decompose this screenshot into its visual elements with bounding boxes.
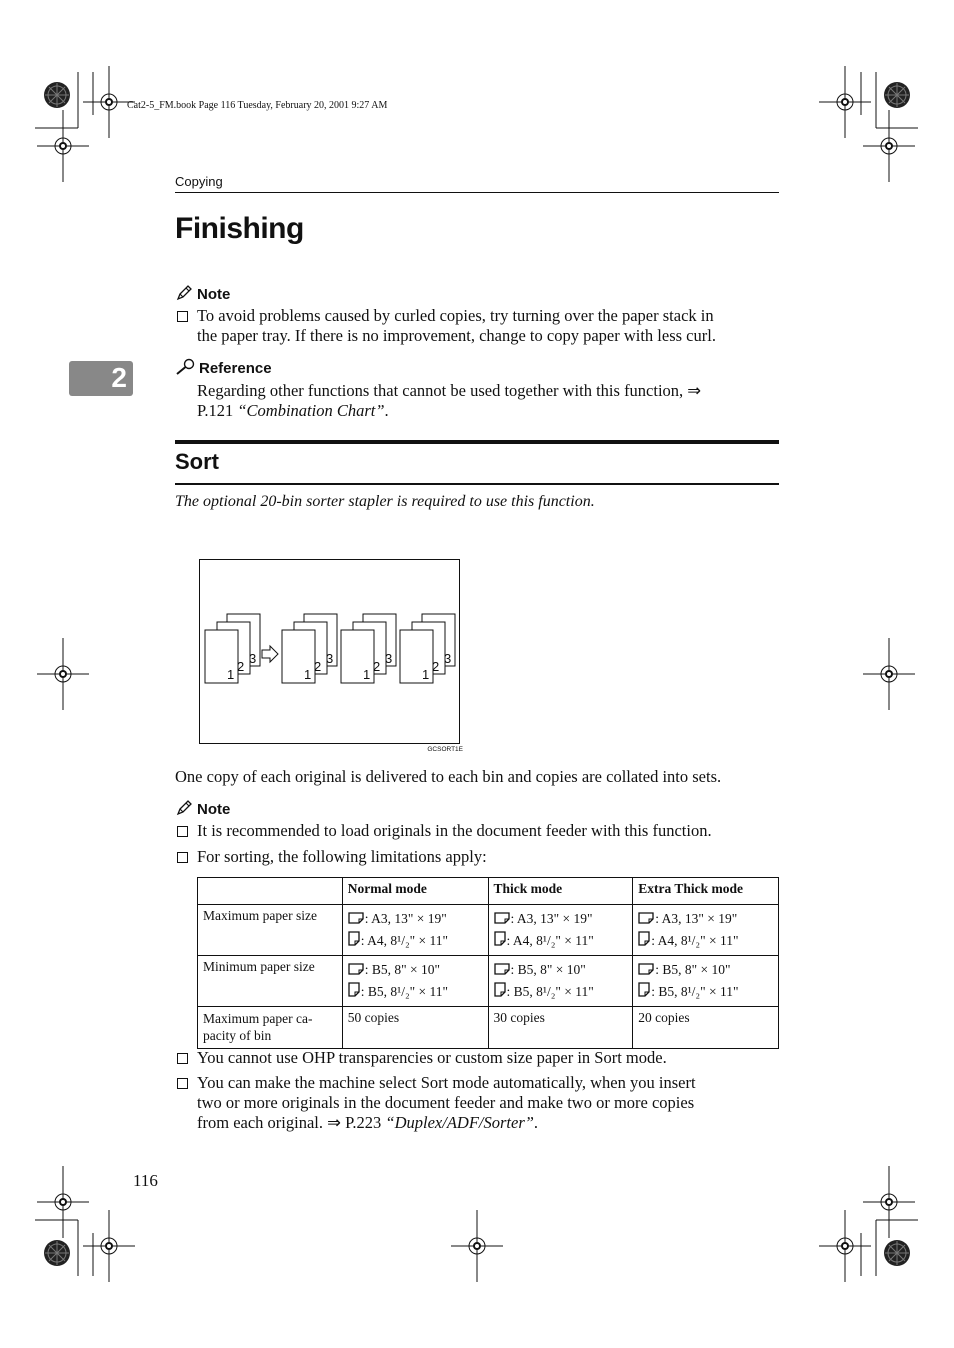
checkbox-bullet-icon [177,852,188,863]
note2-item-text: For sorting, the following limitations apply: [197,847,487,866]
portrait-paper-icon [638,982,650,997]
cell-line [638,930,773,952]
figure-page-number: 3 [385,651,393,666]
table-row [198,956,779,1007]
cell-line [494,908,628,930]
table-header-cell [198,878,343,905]
note-item-line: To avoid problems caused by curled copies, try turning over the paper stack in [197,306,714,325]
table-cell [488,905,633,956]
row-label: Maximum paper size [198,905,343,956]
sort-intro: The optional 20-bin sorter stapler is required to use this function. [175,493,595,510]
table-header-cell: Thick mode [488,878,633,905]
portrait-paper-icon [348,982,360,997]
sort-description: One copy of each original is delivered to each bin and copies are collated into sets. [175,767,722,786]
reference-page: P.121 [197,401,238,420]
section-label: Copying [175,174,223,189]
cell-line [348,908,483,930]
figure-page-number: 2 [432,659,440,674]
table-header-cell: Extra Thick mode [633,878,779,905]
sort-limitations-table [197,877,779,1049]
bullet-text: You cannot use OHP transparencies or custom size paper in Sort mode. [197,1048,667,1067]
chapter-number: 2 [111,362,127,393]
table-header-row [198,878,779,905]
bullet-text: You can make the machine select Sort mode automatically, when you insert [197,1073,696,1092]
page-number: 116 [133,1171,158,1190]
book-header: Cat2-5_FM.book Page 116 Tuesday, February 20, 2001 9:27 AM [127,100,388,111]
table-cell [342,905,488,956]
paper-size-text: : A3, 13" × 19" [510,911,593,926]
checkbox-bullet-icon [177,1078,188,1089]
landscape-paper-icon [494,912,510,924]
row-label [198,1007,343,1049]
paper-size-text: : B5, 8¹/₂" × 11" [506,984,594,999]
cell-line [638,981,773,1003]
bullet-text: from each original. ⇒ P.223 [197,1113,386,1132]
paper-size-text: : A4, 8¹/₂" × 11" [651,933,739,948]
paper-size-text: : A4, 8¹/₂" × 11" [506,933,594,948]
header-rule [175,192,779,193]
paper-size-text: : B5, 8" × 10" [655,962,731,977]
table-header-cell: Normal mode [342,878,488,905]
note2-item [175,847,487,867]
figure-page-number: 1 [227,667,235,682]
table-cell [633,905,779,956]
note2-label: Note [197,801,231,818]
portrait-paper-icon [638,931,650,946]
paper-size-text: : A4, 8¹/₂" × 11" [360,933,449,948]
paper-size-text: : B5, 8" × 10" [510,962,586,977]
figure-page-number: 1 [363,667,371,682]
page-title: Finishing [175,212,304,245]
reference-label: Reference [199,360,272,377]
bullet-text: two or more originals in the document feeder and make two or more copies [197,1093,695,1112]
paper-size-text: : B5, 8¹/₂" × 11" [651,984,739,999]
portrait-paper-icon [494,931,506,946]
figure-page-number: 1 [422,667,430,682]
note-label: Note [197,286,231,303]
table-cell: 30 copies [488,1007,633,1049]
note-header [175,284,230,304]
landscape-paper-icon [348,963,364,975]
note-item [175,306,785,346]
note2-item [175,821,712,841]
row-label: Minimum paper size [198,956,343,1007]
figure-page-number: 2 [237,659,245,674]
table-cell: 50 copies [342,1007,488,1049]
paper-size-text: : A3, 13" × 19" [364,911,447,926]
note-item-line: the paper tray. If there is no improvement, change to copy paper with less curl. [197,326,716,345]
checkbox-bullet-icon [177,826,188,837]
landscape-paper-icon [638,912,654,924]
cell-line [348,981,483,1003]
cell-line [494,959,628,981]
cell-line [348,959,483,981]
sort-illustration [200,560,459,743]
cell-line [494,981,628,1003]
bullet-item [175,1048,667,1068]
landscape-paper-icon [348,912,364,924]
chapter-tab [69,361,133,396]
pencil-icon [175,284,193,302]
magnifier-icon [175,358,195,376]
figure-page-number: 2 [314,659,322,674]
table-cell [342,956,488,1007]
row-label-line: Maximum paper ca- [203,1011,313,1026]
sort-figure [199,559,463,753]
reference-header [175,358,272,378]
sort-bottom-rule [175,483,779,485]
reference-link[interactable]: “Combination Chart” [237,401,385,420]
figure-page-number: 3 [249,651,257,666]
note2-header [175,799,230,819]
cell-line [494,930,628,952]
checkbox-bullet-icon [177,311,188,322]
note2-item-text: It is recommended to load originals in the document feeder with this function. [197,821,712,840]
figure-page-number: 1 [304,667,312,682]
paper-size-text: : B5, 8" × 10" [364,962,441,977]
bullet-period: . [533,1113,539,1132]
reference-line: Regarding other functions that cannot be used together with this function, ⇒ [197,381,702,400]
paper-size-text: : B5, 8¹/₂" × 11" [360,984,449,999]
table-row [198,905,779,956]
checkbox-bullet-icon [177,1053,188,1064]
reference-period: . [384,401,389,420]
figure-code: GCSORT1E [427,746,463,753]
figure-page-number: 3 [444,651,452,666]
sort-top-rule [175,440,779,444]
duplex-link[interactable]: “Duplex/ADF/Sorter” [385,1113,534,1132]
cell-line [638,959,773,981]
table-cell [633,956,779,1007]
paper-size-text: : A3, 13" × 19" [655,911,738,926]
portrait-paper-icon [494,982,506,997]
table-cell [488,956,633,1007]
pencil-icon [175,799,193,817]
cell-line [638,908,773,930]
figure-page-number: 2 [373,659,381,674]
table-cell: 20 copies [633,1007,779,1049]
bullet-item [175,1073,696,1133]
cell-line [348,930,483,952]
reference-text [197,381,701,421]
landscape-paper-icon [638,963,654,975]
portrait-paper-icon [348,931,360,946]
table-row [198,1007,779,1049]
landscape-paper-icon [494,963,510,975]
row-label-line: pacity of bin [203,1028,272,1043]
figure-page-number: 3 [326,651,334,666]
sort-title: Sort [175,449,219,474]
